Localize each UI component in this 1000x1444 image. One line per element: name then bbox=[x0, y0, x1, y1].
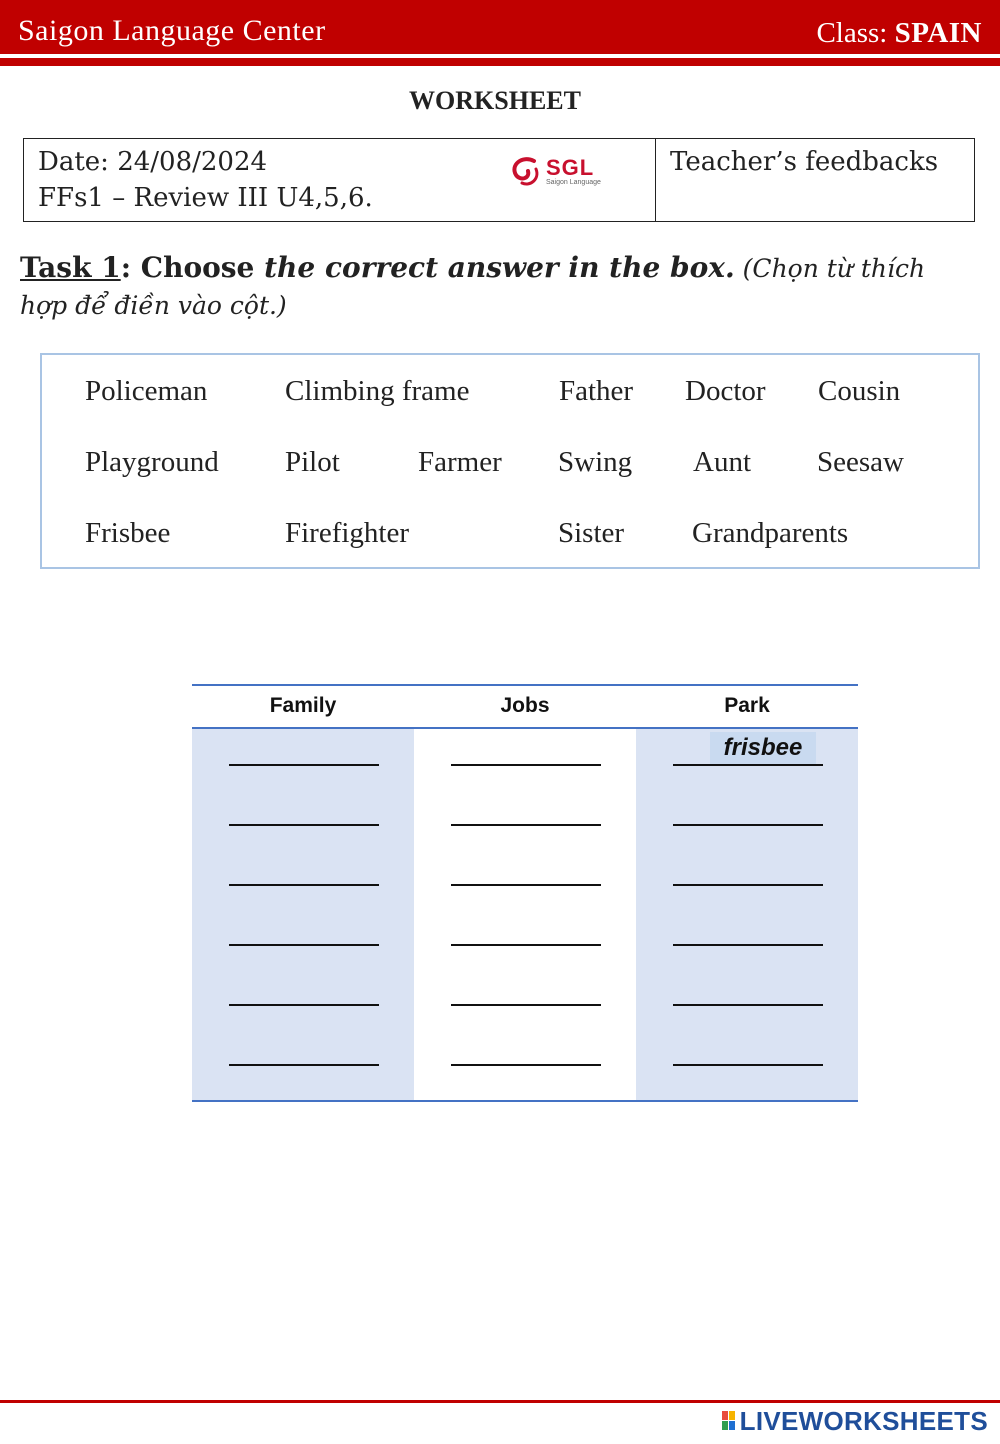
family-blank[interactable] bbox=[229, 736, 379, 766]
family-blank[interactable] bbox=[229, 976, 379, 1006]
jobs-blank[interactable] bbox=[451, 976, 601, 1006]
logo-text: SGL bbox=[546, 155, 595, 180]
word-item[interactable]: Firefighter bbox=[285, 517, 410, 549]
word-item[interactable]: Climbing frame bbox=[285, 375, 470, 407]
header-jobs: Jobs bbox=[500, 694, 550, 717]
word-item[interactable]: Pilot bbox=[285, 446, 340, 478]
header-family: Family bbox=[269, 694, 337, 717]
header-bar bbox=[0, 0, 1000, 54]
word-item[interactable]: Frisbee bbox=[85, 517, 171, 549]
task-instruction bbox=[20, 250, 980, 324]
jobs-blank[interactable] bbox=[451, 916, 601, 946]
header-rule bbox=[0, 58, 1000, 66]
task-note: (Chọn từ thích hợp để điền vào cột.) bbox=[20, 254, 926, 320]
park-blank[interactable] bbox=[673, 916, 823, 946]
word-item[interactable]: Grandparents bbox=[692, 517, 849, 549]
jobs-blank[interactable] bbox=[451, 736, 601, 766]
logo-subtext: Saigon Language bbox=[546, 179, 601, 186]
word-item[interactable]: Sister bbox=[558, 517, 625, 549]
table-top-rule bbox=[192, 684, 858, 686]
word-item[interactable]: Father bbox=[559, 375, 634, 407]
jobs-blank[interactable] bbox=[451, 856, 601, 886]
word-bank bbox=[40, 353, 980, 569]
word-item[interactable]: Policeman bbox=[85, 375, 208, 407]
family-blank[interactable] bbox=[229, 916, 379, 946]
word-item[interactable]: Aunt bbox=[693, 446, 751, 478]
worksheet-title: WORKSHEET bbox=[409, 86, 581, 115]
filled-answer[interactable]: frisbee bbox=[710, 732, 816, 764]
family-blank[interactable] bbox=[229, 856, 379, 886]
task-instruction-emphasis: the correct answer in the box. bbox=[264, 251, 735, 284]
lesson-text: FFs1 – Review III U4,5,6. bbox=[38, 183, 373, 213]
word-item[interactable]: Cousin bbox=[818, 375, 901, 407]
sgl-logo bbox=[508, 153, 608, 193]
family-blank[interactable] bbox=[229, 1036, 379, 1066]
family-blank[interactable] bbox=[229, 796, 379, 826]
word-item[interactable]: Doctor bbox=[685, 375, 766, 407]
park-blank[interactable] bbox=[673, 796, 823, 826]
park-blank[interactable] bbox=[673, 856, 823, 886]
info-table bbox=[23, 138, 975, 222]
date-text: Date: 24/08/2024 bbox=[38, 147, 268, 177]
word-item[interactable]: Swing bbox=[558, 446, 633, 478]
liveworksheets-logo bbox=[722, 1406, 988, 1437]
table-header-rule bbox=[192, 727, 858, 729]
header-park: Park bbox=[724, 694, 770, 717]
class-info bbox=[816, 17, 982, 50]
class-label: Class: bbox=[816, 17, 888, 49]
word-item[interactable]: Playground bbox=[85, 446, 219, 478]
footer-rule bbox=[0, 1400, 1000, 1403]
jobs-blank[interactable] bbox=[451, 796, 601, 826]
feedback-label: Teacher’s feedbacks bbox=[670, 147, 939, 177]
task-instruction-bold: Choose bbox=[131, 251, 265, 284]
sgl-swirl-icon bbox=[508, 153, 544, 189]
task-colon: : bbox=[120, 251, 132, 284]
jobs-blank[interactable] bbox=[451, 1036, 601, 1066]
word-item[interactable]: Seesaw bbox=[817, 446, 904, 478]
liveworksheets-icon bbox=[722, 1411, 736, 1431]
liveworksheets-text: LIVEWORKSHEETS bbox=[739, 1406, 988, 1436]
sorting-table bbox=[192, 684, 858, 1102]
word-item[interactable]: Farmer bbox=[418, 446, 502, 478]
info-cell bbox=[24, 139, 656, 221]
park-blank[interactable] bbox=[673, 976, 823, 1006]
park-blank[interactable] bbox=[673, 1036, 823, 1066]
table-bottom-rule bbox=[192, 1100, 858, 1102]
center-name: Saigon Language Center bbox=[18, 14, 326, 47]
task-label: Task 1 bbox=[20, 251, 121, 284]
class-value: SPAIN bbox=[894, 17, 982, 49]
